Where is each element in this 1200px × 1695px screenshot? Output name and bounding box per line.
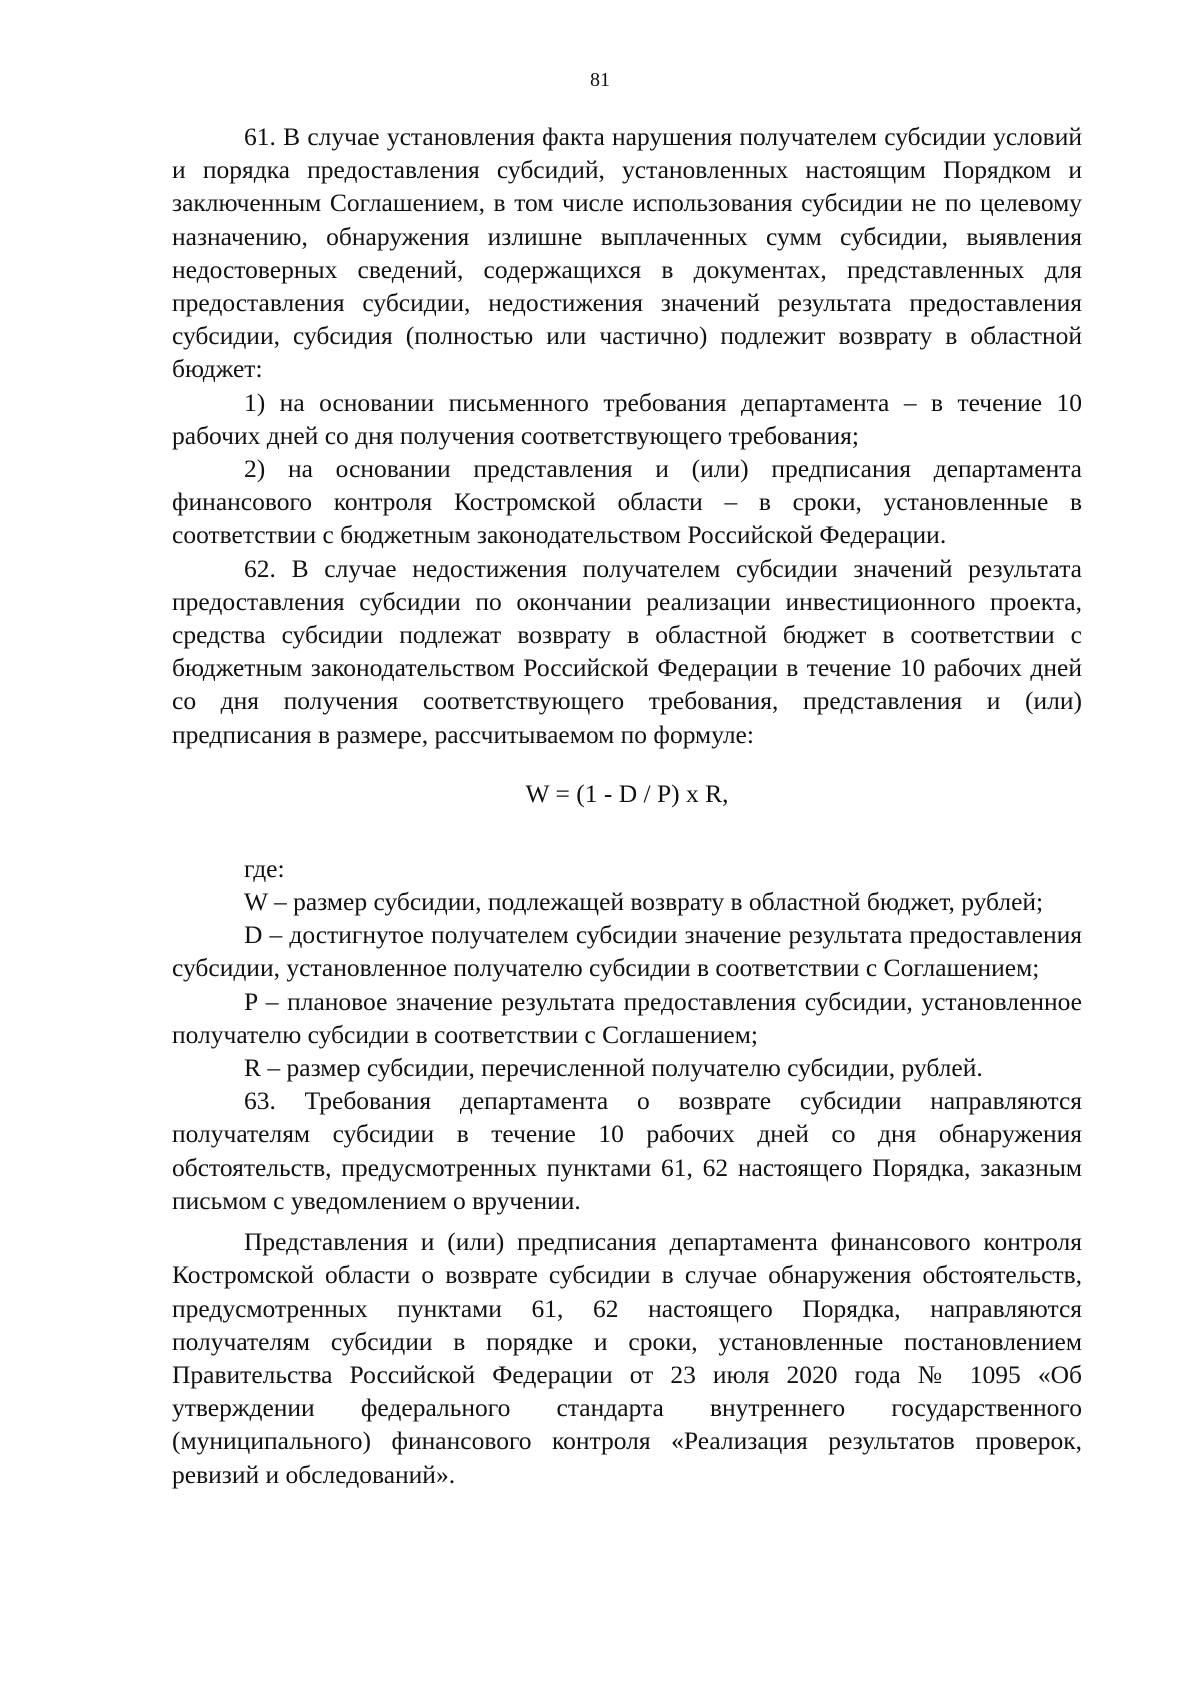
paragraph-final: Представления и (или) предписания департамента финансового контроля Костромской области о возврате субсидии в случае обнаружения обстоятельств, предусмотренных пунктами 61, 62 настоящего Порядка, направляются получателям субсидии в порядке и сроки, установленные постановлением Правительства Российской Федерации от 23 июля 2020 года № 1095 «Об утверждении федерального стандарта внутреннего государственного (муниципального) финансового контроля «Реализация результатов проверок, ревизий и обследований».	[172, 1227, 1082, 1489]
definition-d: D – достигнутое получателем субсидии значение результата предоставления субсидии, установленное получателю субсидии в соответствии с Соглашением;	[172, 920, 1082, 983]
where-label: где:	[244, 853, 285, 883]
definition-p: P – плановое значение результата предоставления субсидии, установленное получателю субсидии в соответствии с Соглашением;	[172, 986, 1082, 1049]
paragraph-61-item-1: 1) на основании письменного требования департамента – в течение 10 рабочих дней со дня получения соответствующего требования;	[172, 387, 1082, 450]
paragraph-62: 62. В случае недостижения получателем субсидии значений результата предоставления субсидии по окончании реализации инвестиционного проекта, средства субсидии подлежат возврату в областной бюджет в соответствии с бюджетным законодательством Российской Федерации в течение 10 рабочих дней со дня получения соответствующего требования, представления и (или) предписания в размере, рассчитываемом по формуле:	[172, 553, 1082, 749]
formula: W = (1 - D / P) x R,	[525, 778, 729, 808]
definition-w: W – размер субсидии, подлежащей возврату в областной бюджет, рублей;	[244, 887, 1044, 917]
page-number: 81	[590, 69, 610, 91]
paragraph-63: 63. Требования департамента о возврате субсидии направляются получателям субсидии в течение 10 рабочих дней со дня обнаружения обстоятельств, предусмотренных пунктами 61, 62 настоящего Порядка, заказным письмом с уведомлением о вручении.	[172, 1086, 1082, 1215]
paragraph-61: 61. В случае установления факта нарушения получателем субсидии условий и порядка предоставления субсидий, установленных настоящим Порядком и заключенным Соглашением, в том числе использования субсидии не по целевому назначению, обнаружения излишне выплаченных сумм субсидии, выявления недостоверных сведений, содержащихся в документах, представленных для предоставления субсидии, недостижения значений результата предоставления субсидии, субсидия (полностью или частично) подлежит возврату в областной бюджет:	[172, 122, 1082, 384]
document-body	[172, 120, 1082, 1491]
definition-r: R – размер субсидии, перечисленной получателю субсидии, рублей.	[244, 1053, 983, 1083]
paragraph-61-item-2: 2) на основании представления и (или) предписания департамента финансового контроля Костромской области – в сроки, установленные в соответствии с бюджетным законодательством Российской Федерации.	[172, 454, 1082, 550]
